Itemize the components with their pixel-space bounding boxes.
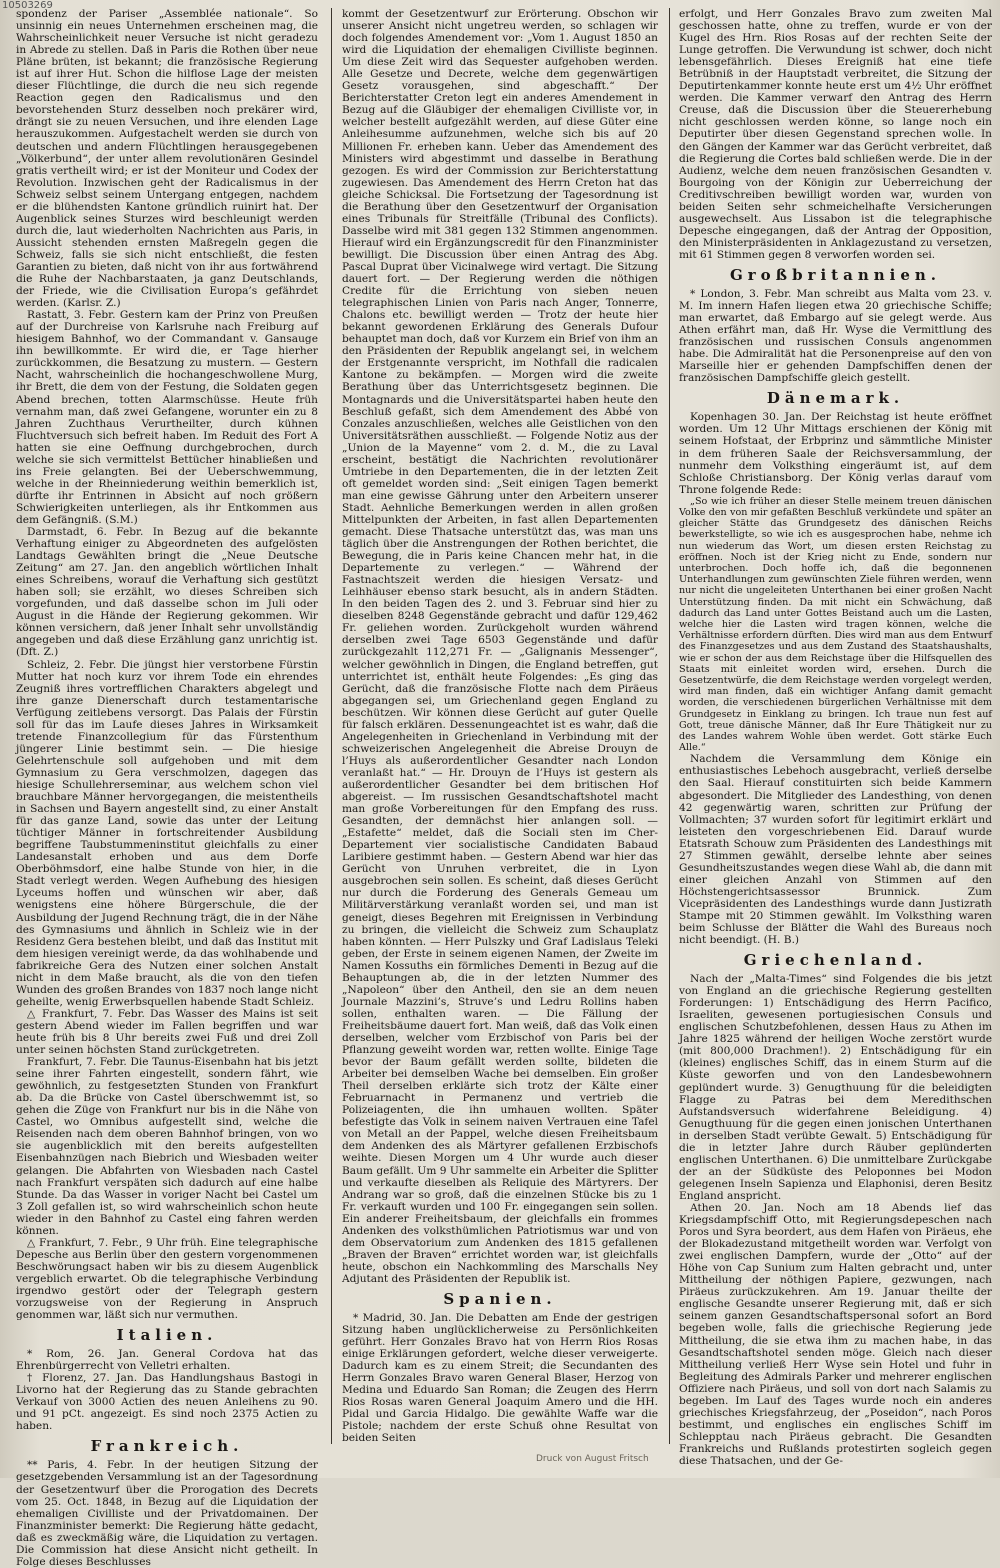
article-paragraph: kommt der Gesetzentwurf zur Erörterung. Obschon wir unserer Ansicht nicht ungetreu werden, so schlagen wir doch folgendes Amendement vor: „Vom 1. August 1850 an wird die Liquidation der ehemaligen Civilliste beginnen. Um diese Zeit wird das Sequester aufgehoben werden. Alle Gesetze und Decrete, welche dem gegenwärtigen Gesetz vorausgehen, sind abgeschafft.“ Der Berichterstatter Creton legt ein anderes Amendement in Bezug auf die Gläubiger der ehemaligen Civilliste vor, in welcher bestellt aufgezählt werden, auf diese Güter eine Anleihesumme aufzunehmen, welche sich bis auf 20 Millionen Fr. erheben kann. Ueber das Amendement des Ministers wird abgestimmt und dasselbe in Berathung gezogen. Es wird der Commission zur Berichterstattung zugewiesen. Das Amendement des Herrn Creton hat das gleiche Schicksal. Die Fortsetzung der Tagesordnung ist die Berathung über den Gesetzentwurf der Organisation eines Tribunals für Streitfälle (Tribunal des Conflicts). Dasselbe wird mit 381 gegen 132 Stimmen angenommen. Hierauf wird ein Ergänzungscredit für den Finanzminister bewilligt. Die Discussion über einen Antrag des Abg. Pascal Duprat über Vicinalwege wird vertagt. Die Sitzung dauert fort. — Der Regierung werden die nöthigen Credite für die Errichtung von sieben neuen telegraphischen Linien von Paris nach Anger, Tonnerre, Chalons etc. bewilligt werden — Trotz der heute hier bekannt gewordenen Erklärung des Generals Dufour behauptet man doch, daß vor Kurzem ein Brief von ihm an den Präsidenten der Republik angelangt sei, in welchem der Erstgenannte verspricht, im Nothfall die radicalen Kantone zu bekämpfen. — Morgen wird die zweite Berathung über das Unterrichtsgesetz beginnen. Die Montagnards und die Universitätspartei haben heute den Beschluß gefaßt, sich dem Amendement des Abbé von Conzales anzuschließen, welches alle Geistlichen von den Universitätsräthen ausschließt. — Folgende Notiz aus der „Union de la Mayenne“ vom 2. d. M., die zu Laval erscheint, bestätigt die Nachrichten revolutionärer Umtriebe in den Departementen, die in der letzten Zeit oft gemeldet worden sind: „Seit einigen Tagen bemerkt man eine gewisse Gährung unter den Arbeitern unserer Stadt. Aehnliche Bemerkungen werden in allen großen Mittelpunkten der Arbeiten, in fast allen Departementen gemacht. Diese Thatsache unterstützt das, was man uns täglich über die Anstrengungen der Rothen berichtet, die Bewegung, die in Paris keine Chancen mehr hat, in die Departemente zu verlegen.“ — Während der Fastnachtszeit werden die hiesigen Versatz- und Leihhäuser ebenso stark besucht, als in andern Städten. In den beiden Tagen des 2. und 3. Februar sind hier zu dieselben 8248 Gegenstände gebracht und dafür 129,462 Fr. geliehen worden. Zurückgeholt wurden während derselben zwei Tage 6503 Gegenstände und dafür zurückgezahlt 112,271 Fr. — „Galignanis Messenger“, welcher gewöhnlich in Dingen, die England betreffen, gut unterrichtet ist, enthält heute Folgendes: „Es ging das Gerücht, daß die französische Flotte nach dem Piräeus abgegangen sei, um Griechenland gegen England zu beschützen. Wir können diese Gerücht auf guter Quelle für falsch erklären. Dessenungeachtet ist es wahr, daß die Angelegenheiten in Griechenland in Verbindung mit der schweizerischen Angelegenheit die Abreise Drouyn de l’Huys als außerordentlicher Gesandter nach London veranlaßt hat.“ — Hr. Drouyn de l’Huys ist gestern als außerordentlicher Gesandter bei dem britischen Hof abgereist. — Im russischen Gesandtschaftshotel macht man große Vorbereitungen für den Empfang des russ. Gesandten, der demnächst hier anlangen soll. — „Estafette“ meldet, daß die Sociali sten im Cher-Departement vier socialistische Candidaten Babaud Laribiere gestimmt haben. — Gestern Abend war hier das Gerücht von Unruhen verbreitet, die in Lyon ausgebrochen sein sollen. Es scheint, daß dieses Gerücht nur durch die Forderung des Generals Gemeau um Militärverstärkung veranlaßt worden sei, und man ist geneigt, dieses Begehren mit Ereignissen in Verbindung zu bringen, die vielleicht die Schweiz zum Schauplatz haben könnten. — Herr Pulszky und Graf Ladislaus Teleki geben, der Erste in seinem eigenen Namen, der Zweite im Namen Kossuths ein förmliches Dementi in Bezug auf die Behauptungen ab, die in der letzten Nummer des „Napoleon“ über den Antheil, den sie an dem neuen Journale Mazzini’s, Struve’s und Ledru Rollins haben sollen, enthalten waren. — Die Fällung der Freiheitsbäume dauert fort. Man weiß, daß das Volk einen derselben, welcher vom Erzbischof von Paris bei der Pflanzung geweiht worden war, retten wollte. Einige Tage bevor der Baum gefällt werden sollte, bildeten die Arbeiter bei demselben Wache bei demselben. Ein großer Theil derselben erklärte sich trotz der Kälte einer Februarnacht in Permanenz und vertrieb die Polizeiagenten, die ihn umhauen wollten. Später befestigte das Volk in seinem naiven Vertrauen eine Tafel von Metall an der Pappel, welche diesen Freiheitsbaum dem Andenken des als Märtyrer gefallenen Erzbischofs weihte. Diesen Morgen um 4 Uhr wurde auch dieser Baum gefällt. Um 9 Uhr sammelte ein Arbeiter die Splitter und verkaufte dieselben als Reliquie des Märtyrers. Der Andrang war so groß, daß die einzelnen Stücke bis zu 1 Fr. verkauft wurden und 100 Fr. eingegangen sein sollen. Ein anderer Freiheitsbaum, der gleichfalls ein frommes Andenken des volksthümlichen Patriotismus war und von dem Observatorium zum Andenken des 1815 gefallenen „Braven der Braven“ errichtet worden war, ist gleichfalls heute, obschon ein Nachkommling des Marschalls Ney Adjutant des Präsidenten der Republik ist. <box>342 8 658 1285</box>
article-paragraph: * London, 3. Febr. Man schreibt aus Malta vom 23. v. M. Im innern Hafen liegen etwa 20 griechische Schiffe; man erwartet, daß Embargo auf sie gelegt werde. Aus Athen erfährt man, daß Hr. Wyse die Vermittlung des französischen und russischen Consuls angenommen habe. Die Admiralität hat die Personenpreise auf den von Marseille hier er gehenden Dampfschiffen denen der französischen Dampfschiffe gleich gestellt. <box>679 287 992 385</box>
article-paragraph: erfolgt, und Herr Gonzales Bravo zum zweiten Mal geschossen hatte, ohne zu treffen, wurde er von der Kugel des Hrn. Rios Rosas auf der rechten Seite der Lunge getroffen. Die Verwundung ist schwer, doch nicht lebensgefährlich. Dieses Ereigniß hat eine tiefe Betrübniß in der Hauptstadt verbreitet, die Sitzung der Deputirtenkammer konnte heute erst um 4½ Uhr eröffnet werden. Die Kammer verwarf den Antrag des Herrn Creuse, daß die Discussion über die Steuererhebung nicht geschlossen werden könne, so lange noch ein Deputirter über diesen Gegenstand sprechen wolle. In den Gängen der Kammer war das Gerücht verbreitet, daß die Regierung die Cortes bald schließen werde. Die in der Audienz, welche dem neuen französischen Gesandten v. Bourgoing von der Königin zur Ueberreichung der Creditivschreiben bewilligt worden war, wurden von beiden Seiten sehr schmeichelhafte Versicherungen ausgewechselt. Aus Lissabon ist die telegraphische Depesche eingegangen, daß der Antrag der Opposition, den Ministerpräsidenten in Anklagezustand zu versetzen, mit 61 Stimmen gegen 8 verworfen worden sei. <box>679 8 992 261</box>
article-paragraph: spondenz der Pariser „Assemblée nationale“. So unsinnig ein neues Unternehmen erscheinen mag, die Wahrscheinlichkeit neuer Versuche ist nicht geradezu in Abrede zu stellen. Daß in Paris die Rothen über neue Pläne brüten, ist bekannt; die französische Regierung ist auf ihrer Hut. Schon die hilflose Lage der meisten dieser Flüchtlinge, die durch die neu sich regende Reaction gegen den Radicalismus und den bevorstehenden Sturz desselben noch prekärer wird, drängt sie zu neuen Versuchen, und ihre elenden Lage herauszukommen. Aufgestachelt werden sie durch von deutschen und andern Flüchtlingen herausgegebenen „Völkerbund“, der unter allem revolutionären Gesindel gratis vertheilt wird; er ist der Moniteur und Codex der Revolution. Inzwischen geht der Radicalismus in der Schweiz selbst seinem Untergang entgegen, nachdem er die blühendsten Kantone gründlich ruinirt hat. Der Augenblick seines Sturzes wird beschleunigt werden durch die, laut wiederholten Nachrichten aus Paris, in Aussicht stehenden ernsten Maßregeln gegen die Schweiz, falls sie sich nicht entschließt, die festen Garantien zu bieten, daß nicht von ihr aus fortwährend die Ruhe der Nachbarstaaten, ja ganz Deutschlands, der Friede, wie die Civilisation Europa’s gefährdet werden. (Karlsr. Z.) <box>16 8 318 310</box>
column-right <box>679 8 992 1467</box>
page-id: 10503269 <box>2 0 53 11</box>
article-paragraph: Nachdem die Versammlung dem Könige ein enthusiastisches Lebehoch ausgebracht, verließ derselbe den Saal. Hierauf constituirten sich beide Kammern abgesondert. Die Mitglieder des Landesthing, von denen 42 gegenwärtig waren, schritten zur Prüfung der Vollmachten; 37 wurden sofort für legitimirt erklärt und leisteten den vorgeschriebenen Eid. Darauf wurde Etatsrath Schouw zum Präsidenten des Landesthings mit 27 Stimmen gewählt, derselbe lehnte aber seines Gesundheitszustandes wegen diese Wahl ab, die dann mit einer gleichen Anzahl von Stimmen auf den Höchstengerichtsassessor Brunnick. Zum Vicepräsidenten des Landesthings wurde dann Justizrath Stampe mit 20 Stimmen gewählt. Im Volksthing waren beim Schlusse der Blätter die Wahl des Bureaus noch nicht beendigt. (H. B.) <box>679 753 992 947</box>
section-heading: Griechenland. <box>743 951 928 970</box>
section-heading: Italien. <box>116 1326 218 1345</box>
page-footer <box>0 1452 1000 1468</box>
section-heading: Dänemark. <box>766 389 905 408</box>
article-paragraph: * Madrid, 30. Jan. Die Debatten am Ende der gestrigen Sitzung haben unglücklicherweise zu Persönlichkeiten geführt. Herr Gonzales Bravo hat von Herrn Rios Rosas einige Erklärungen gefordert, welche dieser verweigerte. Dadurch kam es zu einem Streit; die Secundanten des Herrn Gonzales Bravo waren General Blaser, Herzog von Medina und Eduardo San Roman; die Zeugen des Herrn Rios Rosas waren General Joaquim Amero und die HH. Pidal und Garcia Hidalgo. Die gewählte Waffe war die Pistole; nachdem der erste Schuß ohne Resultat von beiden Seiten <box>342 1311 658 1445</box>
article-paragraph: Frankfurt, 7. Febr. Die Taunus-Eisenbahn hat bis jetzt seine ihrer Fahrten eingestellt, sondern fährt, wie gewöhnlich, zu festgesetzten Stunden von Frankfurt ab. Da die Brücke von Castel überschwemmt ist, so gehen die Züge von Frankfurt nur bis in die Nähe von Castel, wo Omnibus aufgestellt sind, welche die Reisenden nach dem oberen Bahnhof bringen, von wo sie augenblicklich mit den bereits aufgestellten Eisenbahnzügen nach Biebrich und Wiesbaden weiter gelangen. Die Abfahrten von Wiesbaden nach Castel nach Frankfurt verspäten sich dadurch auf eine halbe Stunde. Da das Wasser in voriger Nacht bei Castel um 3 Zoll gefallen ist, so wird wahrscheinlich schon heute wieder in den Bahnhof zu Castel eing fahren werden können. <box>16 1056 318 1237</box>
article-paragraph: † Florenz, 27. Jan. Das Handlungshaus Bastogi in Livorno hat der Regierung das zu Stande gebrachten Verkauf von 3000 Actien des neuen Anleihens zu 90. und 91 pCt. angezeigt. Es sind noch 2375 Actien zu haben. <box>16 1372 318 1433</box>
article-paragraph: Nach der „Malta-Times“ sind Folgendes die bis jetzt von England an die griechische Regierung gestellten Forderungen: 1) Entschädigung des Herrn Pacifico, Israeliten, gewesenen portugiesischen Consuls und englischen Schutzbefohlenen, dessen Haus zu Athen im Jahre 1825 während der heiligen Woche zerstört wurde (mit 800,000 Drachmen!). 2) Entschädigung für ein (kleines) englisches Schiff, das in einem Sturm auf die Küste geworfen und von den Landesbewohnern geplündert wurde. 3) Genugthuung für die beleidigten Flagge zu Patras bei dem Meredithschen Aufstandsversuch widerfahrene Beleidigung. 4) Genugthuung für die gegen einen jonischen Unterthanen in derselben Stadt verübte Gewalt. 5) Entschädigung für die in letzter Jahre durch Räuber geplünderten englischen Unterthanen. 6) Die unmittelbare Zurückgabe der an der Südküste des Peloponnes bei Modon gelegenen Inseln Sapienza und Elaphonisi, deren Besitz England anspricht. <box>679 973 992 1202</box>
printer-imprint: Druck von August Fritsch <box>536 1454 649 1464</box>
column-left <box>16 8 318 1568</box>
article-paragraph: Rastatt, 3. Febr. Gestern kam der Prinz von Preußen auf der Durchreise von Karlsruhe nach Freiburg auf hiesigem Bahnhof, wo der Commandant v. Gansauge ihn bewillkommte. Er wird die, er Tage hierher zurückkommen, die Besatzung zu mustern. — Gestern Nacht, wahrscheinlich die hochangeschwollene Murg, ihr Brett, die dem von der Festung, die Soldaten gegen Abend brechen, totten Alarmschüsse. Heute früh vernahm man, daß zwei Gefangene, worunter ein zu 8 Jahren Zuchthaus Verurtheilter, durch kühnen Fluchtversuch sich befreit haben. Im Reduit des Fort A hatten sie eine Oeffnung durchgebrochen, durch welche sie sich vermittelst Bettücher hinabließen und ins Freie gelangten. Bei der Ueberschwemmung, welche in der Rheinniederung weithin bemerklich ist, dürfte ihr Entrinnen in Absicht auf noch größern Schwierigkeiten unterliegen, als ihr Entkommen aus dem Gefängniß. (S.M.) <box>16 309 318 526</box>
column-rule <box>669 8 670 1444</box>
article-paragraph: Schleiz, 2. Febr. Die jüngst hier verstorbene Fürstin Mutter hat noch kurz vor ihrem Tode ein ehrendes Zeugniß ihres vortrefflichen Charakters abgelegt und ihre ganze Dienerschaft durch testamentarische Verfügung zeitlebens versorgt. Das Palais der Fürstin soll für das im Laufe dieses Jahres in Wirksamkeit tretende Finanzcollegium für das Fürstenthum jüngerer Linie bestimmt sein. — Die hiesige Gelehrtenschule soll aufgehoben und mit dem Gymnasium zu Gera verschmolzen, dagegen das hiesige Schullehrerseminar, aus welchem schon viel brauchbare Männer hervorgegangen, die meistentheils in Sachsen und Bayern angestellt sind, zu einer Anstalt für das ganze Land, sowie das unter der Leitung tüchtiger Männer in fortschreitender Ausbildung begriffene Taubstummeninstitut gleichfalls zu einer Landesanstalt erhoben und aus dem Dorfe Oberböhmsdorf, eine halbe Stunde von hier, in die Stadt verlegt werden. Wegen Aufhebung des hiesigen Lyceums hoffen und wünschen wir aber, daß wenigstens eine höhere Bürgerschule, die der Ausbildung der Jugend Rechnung trägt, die in der Nähe des Gymnasiums und ähnlich in Schleiz wie in der Residenz Gera bestehen bleibt, und daß das Institut mit dem hiesigen vereinigt werde, da das wohlhabende und fabrikreiche Gera des Nutzen einer solchen Anstalt nicht in dem Maße braucht, als die von den tiefen Wunden des großen Brandes von 1837 noch lange nicht geheilte, wenig Erwerbsquellen habende Stadt Schleiz. <box>16 658 318 1008</box>
article-paragraph: Darmstadt, 6. Febr. In Bezug auf die bekannte Verhaftung einiger zu Abgeordneten des aufgelösten Landtags Gewählten bringt die „Neue Deutsche Zeitung“ am 27. Jan. den angeblich wörtlichen Inhalt eines Schreibens, worauf die Verhaftung sich gestützt haben soll; sie erzählt, wo dieses Schreiben sich vorgefunden, und daß dasselbe schon im Juli oder August in die Hände der Regierung gekommen. Wir können versichern, daß jener Inhalt sehr unvollständig angegeben und daß diese Erzählung ganz unrichtig ist. (Dft. Z.) <box>16 526 318 659</box>
article-paragraph: Kopenhagen 30. Jan. Der Reichstag ist heute eröffnet worden. Um 12 Uhr Mittags erschienen der König mit seinem Hofstaat, der Erbprinz und sämmtliche Minister in dem früheren Saale der Reichsversammlung, der nunmehr dem Volksthing eingeräumt ist, auf dem Schloße Christiansborg. Der König verlas darauf vom Throne folgende Rede: <box>679 411 992 496</box>
article-paragraph: Athen 20. Jan. Noch am 18 Abends lief das Kriegsdampfschiff Otto, mit Regierungsdepeschen nach Poros und Syra beordert, aus dem Hafen von Piräeus, ehe der Blokadezustand mitgetheilt worden war. Verfolgt von zwei englischen Dampfern, wurde der „Otto“ auf der Höhe von Cap Sunium zum Halten gebracht und, unter Mittheilung der nöthigen Papiere, gezwungen, nach Piräeus zurückzukehren. Am 19. Januar theilte der englische Gesandte unserer Regierung mit, daß er sich seinem ganzen Gesandtschaftspersonal sofort an Bord begeben wolle, falls die griechische Regierung jede Mittheilung, die sie etwa ihm zu machen habe, in das Gesandtschaftshotel senden möge. Gleich nach dieser Mittheilung verließ Herr Wyse sein Hotel und fuhr in Begleitung des Admirals Parker und mehrerer englischen Offiziere nach Piräeus, und soll von dort nach Salamis zu begeben. Im Lauf des Tages wurde noch ein anderes griechisches Kriegsfahrzeug, der „Poseidon“, nach Poros bestimmt, und englisches ein englisches Schiff im Schlepptau nach Piräeus gebracht. Die Gesandten Frankreichs und Rußlands protestirten sogleich gegen diese Thatsachen, und der Ge- <box>679 1202 992 1467</box>
article-paragraph: △ Frankfurt, 7. Febr., 9 Uhr früh. Eine telegraphische Depesche aus Berlin über den gestern vorgenommenen Beschwörungsact haben wir bis zu diesem Augenblick vergeblich erwartet. Ob die telegraphische Verbindung irgendwo gestört oder der Telegraph gestern vorzugsweise von der Regierung in Anspruch genommen war, läßt sich nur vermuthen. <box>16 1236 318 1322</box>
section-heading: Großbritannien. <box>729 265 942 284</box>
speech-text: „So wie ich früher an dieser Stelle meinem treuen dänischen Volke den von mir gefaßten Beschluß verkündete und später an gleicher Stätte das Grundgesetz des dänischen Reichs bewerkstelligte, so wie ich es ausgesprochen habe, nehme ich nun wiederum das Wort, um diesen ersten Reichstag zu eröffnen. Noch ist der Krieg nicht zu Ende, sondern nur unterbrochen. Doch hoffe ich, daß die begonnenen Unterhandlungen zum gewünschten Ziele führen werden, wenn nur nicht die ungeleiteten Unterthanen bei einer großen Nacht Unterstützung finden. Da mit nicht ein Schwächung, daß dadurch das Land unter Gottes Beistand auch um die Lasten, welche hier die Lasten wird tragen können, welche die Verhältnisse erfordern dürften. Dies wird man aus dem Entwurf des Finanzgesetzes und aus dem Zustand des Staatshaushalts, wie er schon der aus dem Reichstage über die Hilfsquellen des Staats mit einleitet worden wird, ersehen. Durch die Gesetzentwürfe, die dem Reichstage werden vorgelegt werden, wird man finden, daß ein wichtiger Anfang damit gemacht worden, die verschiedenen bürgerlichen Verhältnisse mit dem Grundgesetz in Einklang zu bringen. Ich traue nun fest auf Gott, treue dänische Männer, daß Ihr Eure Thätigkeit nur zu des Landes wahrem Wohle üben werdet. Gott stärke Euch Alle.“ <box>679 495 992 754</box>
article-paragraph: ** Paris, 4. Febr. In der heutigen Sitzung der gesetzgebenden Versammlung ist an der Tagesordnung der Gesetzentwurf über die Prorogation des Decrets vom 25. Oct. 1848, in Bezug auf die Liquidation der ehemaligen Civilliste und der Privatdomainen. Der Finanzminister bemerkt: Die Regierung hätte gedacht, daß es zweckmäßig wäre, die Liquidation zu vertagen. Die Commission hat diese Ansicht nicht getheilt. In Folge dieses Beschlusses <box>16 1459 318 1568</box>
section-heading: Frankreich. <box>90 1437 244 1456</box>
column-rule <box>331 8 332 1444</box>
article-paragraph: * Rom, 26. Jan. General Cordova hat das Ehrenbürgerrecht von Velletri erhalten. <box>16 1348 318 1373</box>
column-middle <box>342 8 658 1444</box>
section-heading: Spanien. <box>443 1289 557 1308</box>
article-paragraph: △ Frankfurt, 7. Febr. Das Wasser des Mains ist seit gestern Abend wieder im Fallen begriffen und war heute früh bis 8 Uhr bereits zwei Fuß und drei Zoll unter seinen höchsten Stand zurückgetreten. <box>16 1007 318 1057</box>
